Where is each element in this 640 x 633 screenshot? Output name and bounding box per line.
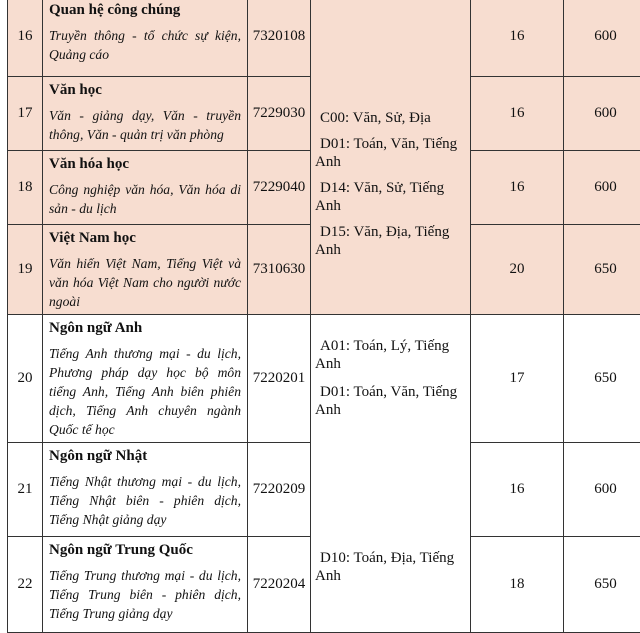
min-score: 18 [471,537,564,633]
major-name: Văn học [49,80,241,100]
table-row [8,315,640,443]
major-code: 7220209 [248,443,311,537]
row-number: 20 [8,315,43,443]
score-value: 600 [564,0,640,77]
major-name: Ngôn ngữ Nhật [49,446,241,466]
min-score: 20 [471,225,564,315]
score-value: 600 [564,77,640,151]
score-value: 650 [564,225,640,315]
major-specializations: Tiếng Nhật thương mại - du lịch, Tiếng Nhật biên - phiên dịch, Tiếng Nhật giảng dạy [49,472,241,529]
row-number: 17 [8,77,43,151]
combo-item: D01: Toán, Văn, Tiếng Anh [315,383,464,419]
major-specializations: Truyền thông - tổ chức sự kiện, Quảng cáo [49,26,241,64]
min-score: 16 [471,0,564,77]
combo-item: D10: Toán, Địa, Tiếng Anh [315,549,464,585]
major-code: 7229030 [248,77,311,151]
major-cell [43,315,248,443]
row-number: 21 [8,443,43,537]
score-value: 650 [564,315,640,443]
min-score: 17 [471,315,564,443]
combo-item: D01: Toán, Văn, Tiếng Anh [315,135,464,171]
combo-item: D14: Văn, Sử, Tiếng Anh [315,179,464,215]
major-specializations: Tiếng Anh thương mại - du lịch, Phương pháp dạy học bộ môn tiếng Anh, Tiếng Anh biên phiên dịch, Tiếng Anh chuyên ngành Quốc tế học [49,344,241,439]
row-number: 19 [8,225,43,315]
major-code: 7220204 [248,537,311,633]
min-score: 16 [471,77,564,151]
major-cell [43,77,248,151]
min-score: 16 [471,151,564,225]
row-number: 22 [8,537,43,633]
major-name: Ngôn ngữ Trung Quốc [49,540,241,560]
major-code: 7310630 [248,225,311,315]
major-cell [43,151,248,225]
major-cell [43,0,248,77]
combo-item: A01: Toán, Lý, Tiếng Anh [315,337,464,373]
score-value: 600 [564,151,640,225]
major-name: Ngôn ngữ Anh [49,318,241,338]
major-code: 7229040 [248,151,311,225]
score-value: 650 [564,537,640,633]
row-number: 18 [8,151,43,225]
major-specializations: Tiếng Trung thương mại - du lịch, Tiếng Trung biên - phiên dịch, Tiếng Trung giảng dạy [49,566,241,623]
subject-combinations-group-2 [311,315,471,633]
major-code: 7320108 [248,0,311,77]
major-cell [43,537,248,633]
subject-combinations-group-1 [311,0,471,315]
major-specializations: Công nghiệp văn hóa, Văn hóa di sản - du lịch [49,180,241,218]
major-specializations: Văn hiến Việt Nam, Tiếng Việt và văn hóa Việt Nam cho người nước ngoài [49,254,241,311]
table-row [8,0,640,77]
combo-item: D15: Văn, Địa, Tiếng Anh [315,223,464,259]
major-specializations: Văn - giảng dạy, Văn - truyền thông, Văn - quản trị văn phòng [49,106,241,144]
major-code: 7220201 [248,315,311,443]
score-value: 600 [564,443,640,537]
major-cell [43,225,248,315]
major-cell [43,443,248,537]
combo-item: C00: Văn, Sử, Địa [315,109,464,127]
major-name: Văn hóa học [49,154,241,174]
row-number: 16 [8,0,43,77]
admissions-table [7,0,640,633]
major-name: Việt Nam học [49,228,241,248]
major-name: Quan hệ công chúng [49,0,241,20]
min-score: 16 [471,443,564,537]
